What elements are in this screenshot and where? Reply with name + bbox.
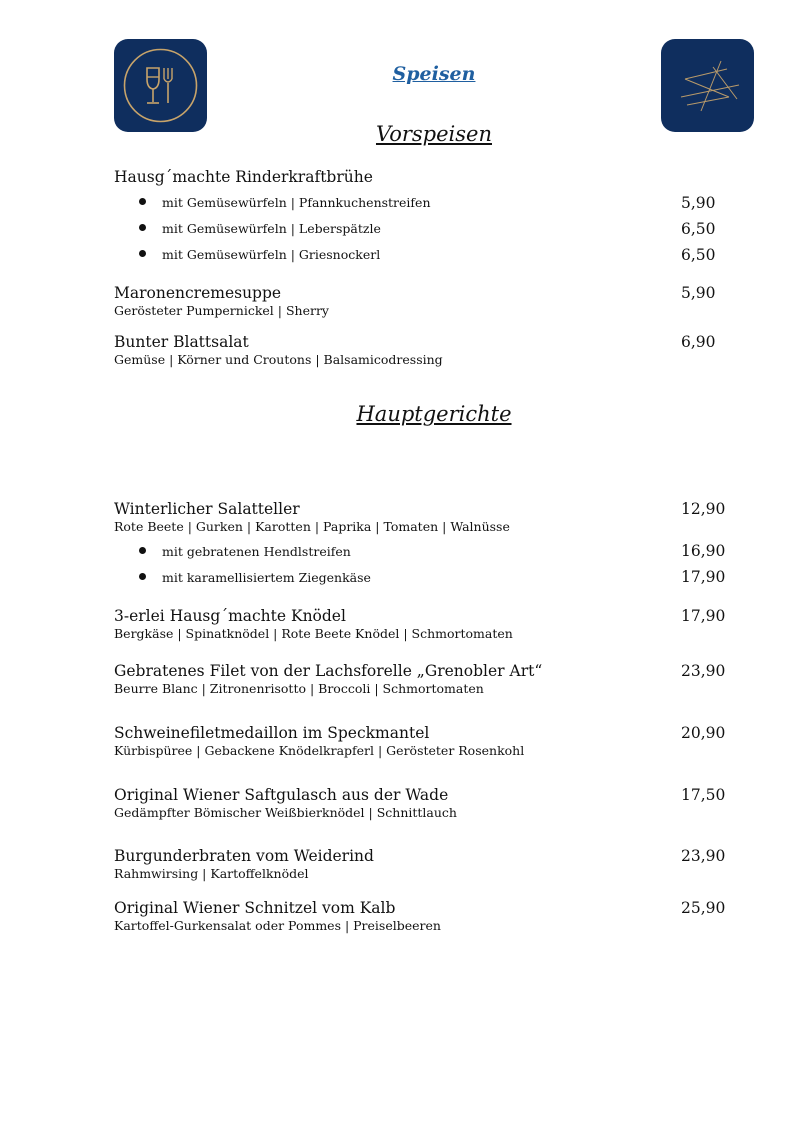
dish-price: 6,90 — [681, 333, 716, 351]
dish-description: Gemüse | Körner und Croutons | Balsamicodressing — [114, 352, 443, 367]
dish-price: 23,90 — [681, 847, 726, 865]
dish-name: Maronencremesuppe — [114, 284, 282, 302]
dish-price: 12,90 — [681, 500, 726, 518]
restaurant-logo-left — [114, 39, 207, 132]
dish-price: 23,90 — [681, 662, 726, 680]
dish-option: mit gebratenen Hendlstreifen — [162, 544, 351, 559]
dish-description: Rote Beete | Gurken | Karotten | Paprika | Tomaten | Walnüsse — [114, 519, 510, 534]
dish-description: Kartoffel-Gurkensalat oder Pommes | Preiselbeeren — [114, 918, 441, 933]
dish-name: Burgunderbraten vom Weiderind — [114, 847, 374, 865]
dish-price: 20,90 — [681, 724, 726, 742]
dish-price: 17,90 — [681, 568, 726, 586]
page-title: Speisen — [392, 63, 476, 85]
dish-price: 6,50 — [681, 246, 716, 264]
bullet — [139, 250, 146, 257]
dish-price: 25,90 — [681, 899, 726, 917]
restaurant-logo-right — [661, 39, 754, 132]
dish-option: mit Gemüsewürfeln | Pfannkuchenstreifen — [162, 195, 431, 210]
dish-name: Hausg´machte Rinderkraftbrühe — [114, 168, 373, 186]
bullet — [139, 224, 146, 231]
dish-price: 5,90 — [681, 284, 716, 302]
dish-price: 5,90 — [681, 194, 716, 212]
bullet — [139, 198, 146, 205]
dish-name: Winterlicher Salatteller — [114, 500, 300, 518]
dish-name: Schweinefiletmedaillon im Speckmantel — [114, 724, 430, 742]
dish-description: Gedämpfter Bömischer Weißbierknödel | Schnittlauch — [114, 805, 457, 820]
dish-name: Original Wiener Saftgulasch aus der Wade — [114, 786, 449, 804]
dish-description: Rahmwirsing | Kartoffelknödel — [114, 866, 309, 881]
glass-and-fork-icon — [114, 39, 207, 132]
dish-description: Beurre Blanc | Zitronenrisotto | Broccoli | Schmortomaten — [114, 681, 484, 696]
dish-name: Bunter Blattsalat — [114, 333, 249, 351]
dish-option: mit karamellisiertem Ziegenkäse — [162, 570, 371, 585]
dish-price: 6,50 — [681, 220, 716, 238]
dish-option: mit Gemüsewürfeln | Leberspätzle — [162, 221, 381, 236]
bullet — [139, 547, 146, 554]
abstract-s-line-logo — [661, 39, 754, 132]
section-title-vorspeisen: Vorspeisen — [375, 122, 492, 146]
section-title-hauptgerichte: Hauptgerichte — [356, 402, 512, 426]
dish-name: Original Wiener Schnitzel vom Kalb — [114, 899, 396, 917]
dish-price: 17,50 — [681, 786, 726, 804]
dish-price: 17,90 — [681, 607, 726, 625]
dish-description: Gerösteter Pumpernickel | Sherry — [114, 303, 329, 318]
dish-description: Bergkäse | Spinatknödel | Rote Beete Knödel | Schmortomaten — [114, 626, 513, 641]
dish-name: Gebratenes Filet von der Lachsforelle „Grenobler Art“ — [114, 662, 543, 680]
dish-price: 16,90 — [681, 542, 726, 560]
dish-option: mit Gemüsewürfeln | Griesnockerl — [162, 247, 381, 262]
dish-name: 3-erlei Hausg´machte Knödel — [114, 607, 346, 625]
bullet — [139, 573, 146, 580]
dish-description: Kürbispüree | Gebackene Knödelkrapferl | Gerösteter Rosenkohl — [114, 743, 525, 758]
